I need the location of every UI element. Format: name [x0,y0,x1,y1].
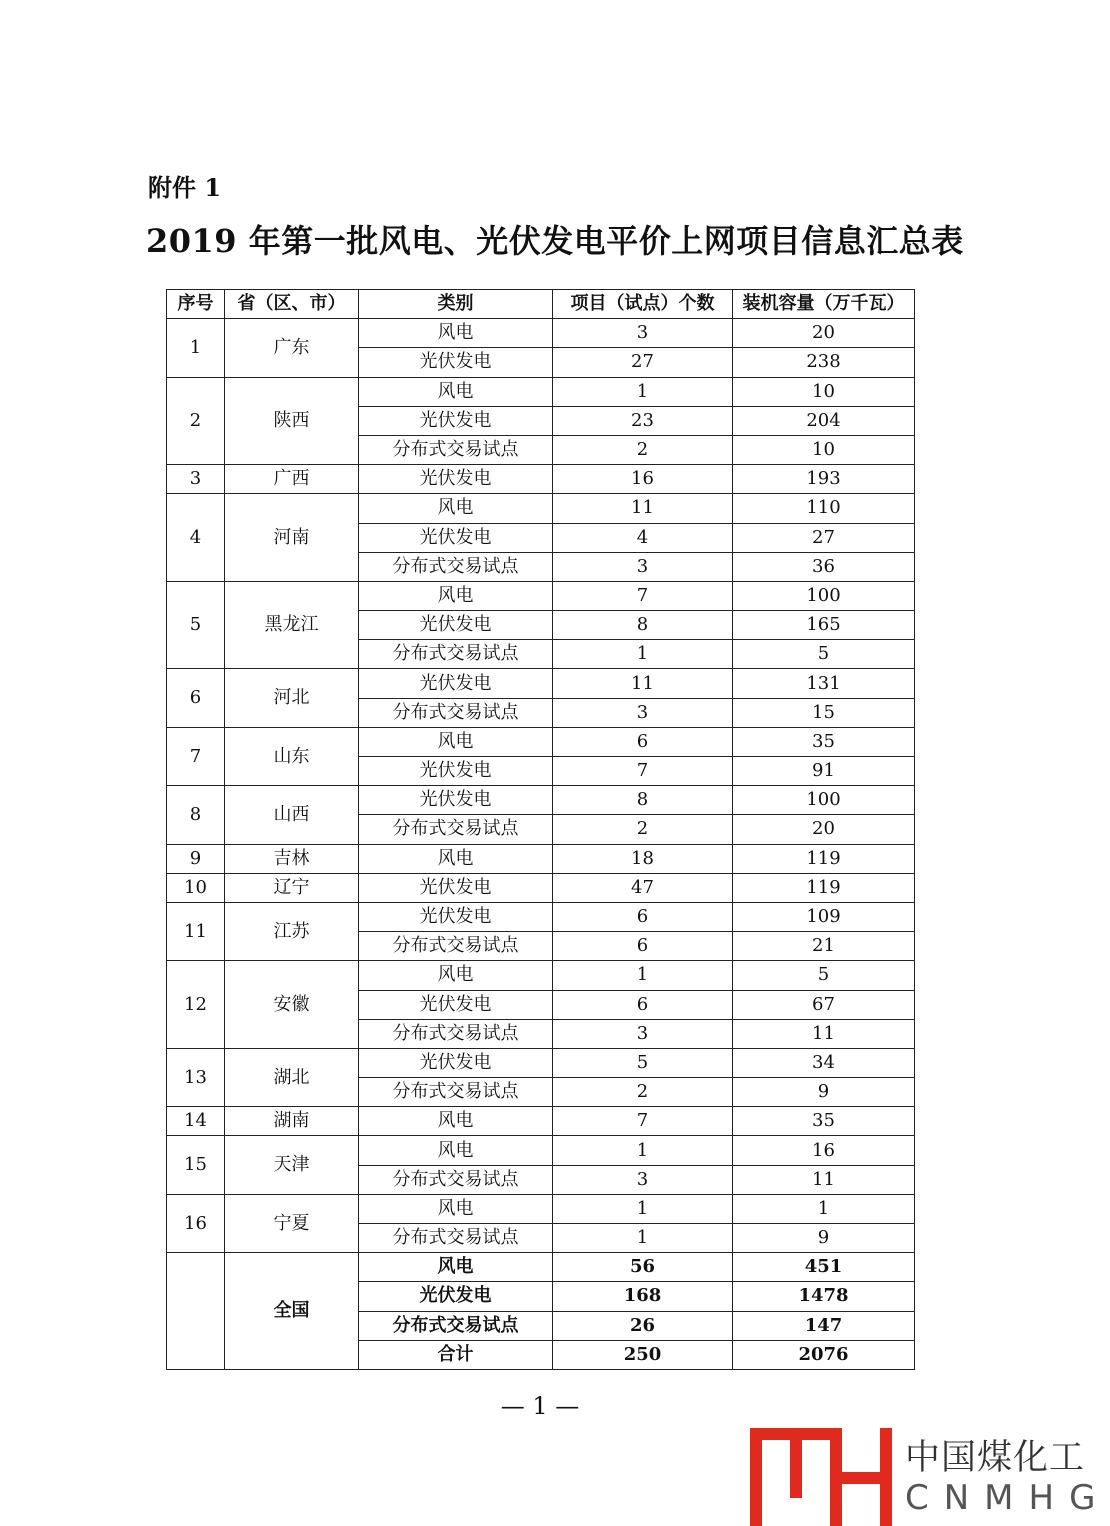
province-cell: 天津 [225,1136,359,1194]
province-cell: 江苏 [225,902,359,960]
total-category-cell: 风电 [359,1253,553,1282]
row-number-cell: 8 [167,786,225,844]
capacity-cell: 131 [733,669,915,698]
category-cell: 光伏发电 [359,873,553,902]
project-count-cell: 1 [553,640,733,669]
capacity-cell: 27 [733,523,915,552]
capacity-cell: 20 [733,815,915,844]
capacity-cell: 11 [733,1165,915,1194]
project-count-cell: 7 [553,581,733,610]
project-count-cell: 1 [553,1136,733,1165]
row-number-cell: 11 [167,902,225,960]
category-cell: 风电 [359,1136,553,1165]
capacity-cell: 100 [733,786,915,815]
total-row [167,1253,915,1282]
project-count-cell: 3 [553,1019,733,1048]
capacity-cell: 165 [733,611,915,640]
total-count-cell: 168 [553,1282,733,1311]
table-row [167,1194,915,1223]
table-row [167,581,915,610]
header-cell: 省（区、市） [225,290,359,319]
category-cell: 光伏发电 [359,902,553,931]
project-count-cell: 2 [553,815,733,844]
project-count-cell: 3 [553,552,733,581]
province-cell: 吉林 [225,844,359,873]
table-row [167,786,915,815]
capacity-cell: 5 [733,961,915,990]
project-count-cell: 11 [553,669,733,698]
category-cell: 分布式交易试点 [359,1078,553,1107]
category-cell: 分布式交易试点 [359,1224,553,1253]
category-cell: 分布式交易试点 [359,1165,553,1194]
project-count-cell: 5 [553,1048,733,1077]
project-count-cell: 27 [553,348,733,377]
category-cell: 光伏发电 [359,523,553,552]
total-category-cell: 光伏发电 [359,1282,553,1311]
capacity-cell: 10 [733,377,915,406]
total-count-cell: 56 [553,1253,733,1282]
province-cell: 陕西 [225,377,359,465]
capacity-cell: 10 [733,435,915,464]
category-cell: 风电 [359,494,553,523]
total-capacity-cell: 1478 [733,1282,915,1311]
capacity-cell: 21 [733,932,915,961]
table-row [167,902,915,931]
row-number-cell: 3 [167,465,225,494]
category-cell: 风电 [359,377,553,406]
project-count-cell: 3 [553,319,733,348]
category-cell: 光伏发电 [359,348,553,377]
table-row [167,1107,915,1136]
row-number-cell: 13 [167,1048,225,1106]
watermark-name-en: CNMHG [905,1478,1110,1518]
table-row [167,377,915,406]
project-count-cell: 23 [553,406,733,435]
category-cell: 风电 [359,727,553,756]
total-category-cell: 合计 [359,1340,553,1369]
attachment-label: 附件 1 [148,173,222,202]
category-cell: 光伏发电 [359,465,553,494]
row-number-cell: 10 [167,873,225,902]
category-cell: 分布式交易试点 [359,815,553,844]
project-count-cell: 3 [553,1165,733,1194]
province-cell: 河北 [225,669,359,727]
row-number-cell: 6 [167,669,225,727]
category-cell: 分布式交易试点 [359,435,553,464]
category-cell: 风电 [359,844,553,873]
table-row [167,669,915,698]
project-count-cell: 4 [553,523,733,552]
capacity-cell: 16 [733,1136,915,1165]
project-count-cell: 11 [553,494,733,523]
category-cell: 分布式交易试点 [359,932,553,961]
total-category-cell: 分布式交易试点 [359,1311,553,1340]
category-cell: 光伏发电 [359,786,553,815]
capacity-cell: 100 [733,581,915,610]
total-capacity-cell: 147 [733,1311,915,1340]
capacity-cell: 91 [733,757,915,786]
capacity-cell: 9 [733,1224,915,1253]
capacity-cell: 193 [733,465,915,494]
category-cell: 光伏发电 [359,990,553,1019]
row-number-cell: 12 [167,961,225,1049]
capacity-cell: 35 [733,727,915,756]
table-row [167,494,915,523]
project-count-cell: 6 [553,990,733,1019]
category-cell: 风电 [359,961,553,990]
project-count-cell: 6 [553,727,733,756]
row-number-cell: 14 [167,1107,225,1136]
total-capacity-cell: 451 [733,1253,915,1282]
table-row [167,1048,915,1077]
total-label-cell: 全国 [225,1253,359,1370]
category-cell: 分布式交易试点 [359,552,553,581]
capacity-cell: 67 [733,990,915,1019]
province-cell: 河南 [225,494,359,582]
province-cell: 湖北 [225,1048,359,1106]
province-cell: 广西 [225,465,359,494]
project-count-cell: 8 [553,786,733,815]
header-cell: 类别 [359,290,553,319]
project-count-cell: 1 [553,377,733,406]
table-row [167,727,915,756]
table-row [167,961,915,990]
province-cell: 山东 [225,727,359,785]
province-cell: 广东 [225,319,359,377]
header-cell: 装机容量（万千瓦） [733,290,915,319]
capacity-cell: 36 [733,552,915,581]
project-count-cell: 1 [553,961,733,990]
table-header-row [167,290,915,319]
total-number-cell [167,1253,225,1370]
capacity-cell: 110 [733,494,915,523]
row-number-cell: 7 [167,727,225,785]
province-cell: 山西 [225,786,359,844]
capacity-cell: 15 [733,698,915,727]
capacity-cell: 35 [733,1107,915,1136]
category-cell: 风电 [359,319,553,348]
capacity-cell: 20 [733,319,915,348]
table-row [167,319,915,348]
category-cell: 风电 [359,1194,553,1223]
capacity-cell: 109 [733,902,915,931]
project-count-cell: 18 [553,844,733,873]
project-count-cell: 2 [553,435,733,464]
category-cell: 分布式交易试点 [359,640,553,669]
category-cell: 风电 [359,581,553,610]
project-count-cell: 6 [553,932,733,961]
capacity-cell: 11 [733,1019,915,1048]
capacity-cell: 34 [733,1048,915,1077]
row-number-cell: 1 [167,319,225,377]
capacity-cell: 9 [733,1078,915,1107]
total-capacity-cell: 2076 [733,1340,915,1369]
project-count-cell: 3 [553,698,733,727]
row-number-cell: 9 [167,844,225,873]
project-count-cell: 47 [553,873,733,902]
table-body [167,319,915,1370]
row-number-cell: 5 [167,581,225,669]
category-cell: 光伏发电 [359,669,553,698]
project-count-cell: 1 [553,1194,733,1223]
project-count-cell: 7 [553,1107,733,1136]
watermark-name-cn: 中国煤化工 [905,1438,1086,1478]
category-cell: 分布式交易试点 [359,1019,553,1048]
table-row [167,873,915,902]
header-cell: 序号 [167,290,225,319]
capacity-cell: 204 [733,406,915,435]
mh-logo-icon [750,1428,895,1526]
project-count-cell: 1 [553,1224,733,1253]
total-count-cell: 250 [553,1340,733,1369]
table-row [167,844,915,873]
table-row [167,1136,915,1165]
watermark-logo [750,1428,1110,1526]
province-cell: 辽宁 [225,873,359,902]
capacity-cell: 238 [733,348,915,377]
capacity-cell: 1 [733,1194,915,1223]
project-count-cell: 2 [553,1078,733,1107]
category-cell: 光伏发电 [359,406,553,435]
project-count-cell: 7 [553,757,733,786]
category-cell: 光伏发电 [359,611,553,640]
table-row [167,465,915,494]
summary-table [166,289,915,1370]
capacity-cell: 5 [733,640,915,669]
total-count-cell: 26 [553,1311,733,1340]
row-number-cell: 4 [167,494,225,582]
province-cell: 黑龙江 [225,581,359,669]
page-number: — 1 — [500,1392,580,1420]
category-cell: 光伏发电 [359,1048,553,1077]
province-cell: 宁夏 [225,1194,359,1252]
province-cell: 安徽 [225,961,359,1049]
project-count-cell: 16 [553,465,733,494]
row-number-cell: 16 [167,1194,225,1252]
province-cell: 湖南 [225,1107,359,1136]
capacity-cell: 119 [733,844,915,873]
header-cell: 项目（试点）个数 [553,290,733,319]
project-count-cell: 6 [553,902,733,931]
category-cell: 风电 [359,1107,553,1136]
project-count-cell: 8 [553,611,733,640]
document-title: 2019 年第一批风电、光伏发电平价上网项目信息汇总表 [146,222,964,260]
category-cell: 分布式交易试点 [359,698,553,727]
category-cell: 光伏发电 [359,757,553,786]
capacity-cell: 119 [733,873,915,902]
row-number-cell: 15 [167,1136,225,1194]
row-number-cell: 2 [167,377,225,465]
